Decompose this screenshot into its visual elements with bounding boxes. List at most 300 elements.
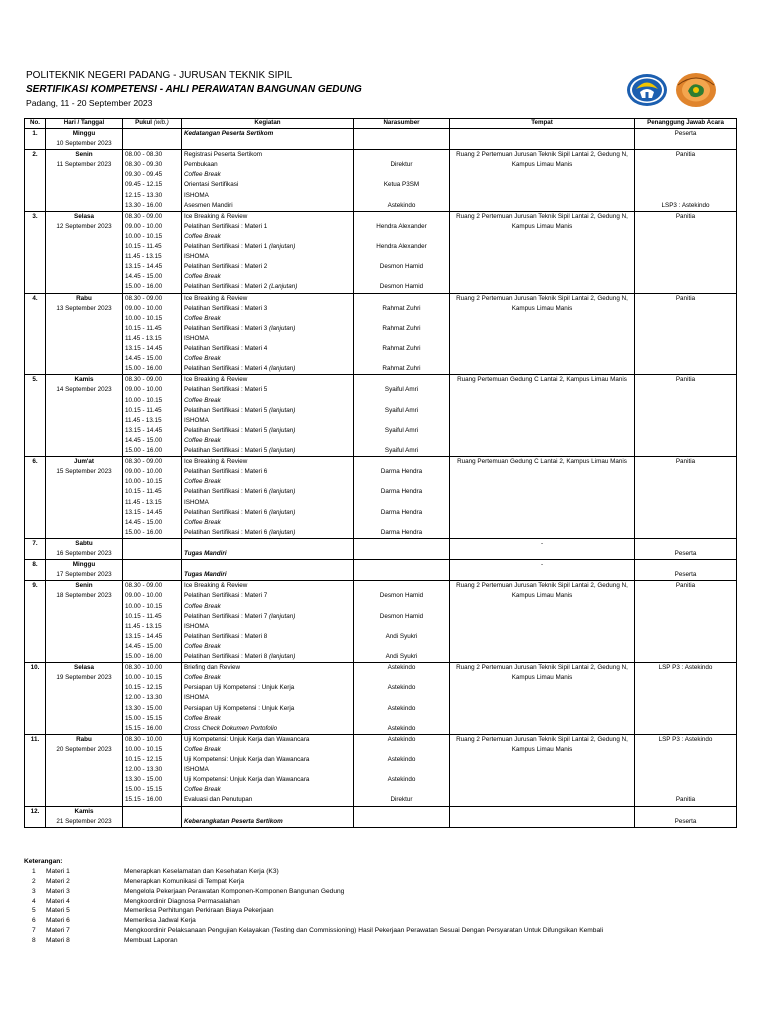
row-place: Ruang 2 Pertemuan Jurusan Teknik Sipil Lantai 2, Gedung N, Kampus Limau Manis — [450, 581, 635, 663]
time-slot: 13.15 - 14.45 — [125, 508, 163, 516]
time-slot — [125, 129, 179, 139]
row-place: - — [450, 560, 635, 581]
day-date: 10 September 2023 — [56, 140, 112, 148]
time-slot: 09.00 - 10.00 — [125, 592, 163, 600]
note-description: Menerapkan Komunikasi di Tempat Kerja — [124, 877, 245, 885]
day-name: Minggu — [72, 561, 96, 569]
speaker-name — [356, 170, 447, 180]
note-description: Mengelola Pekerjaan Perawatan Komponen-Komponen Bangunan Gedung — [124, 887, 345, 895]
row-pic — [635, 293, 737, 375]
row-pic — [635, 806, 737, 827]
row-place: Ruang Pertemuan Gedung C Lantai 2, Kampus Limau Manis — [450, 375, 635, 457]
activity-item: Ice Breaking & Review — [184, 376, 248, 384]
row-activities — [182, 150, 354, 212]
time-slot: 15.00 - 16.00 — [125, 365, 163, 373]
row-pic — [635, 457, 737, 539]
polytechnic-logo — [675, 72, 717, 108]
row-pic — [635, 734, 737, 806]
column-header-speaker: Narasumber — [354, 119, 450, 129]
activity-text: Pelatihan Sertifikasi : Materi 6 — [184, 488, 268, 496]
activity-item — [184, 539, 351, 549]
row-day-date — [46, 663, 123, 735]
time-slot: 08.30 - 09.00 — [125, 458, 163, 466]
time-slot: 10.00 - 10.15 — [125, 396, 163, 404]
time-slot: 12.00 - 13.30 — [125, 694, 163, 702]
activity-item: Ice Breaking & Review — [184, 212, 248, 220]
activity-item — [184, 612, 351, 622]
speaker-name — [356, 457, 447, 467]
activity-item: Coffee Break — [184, 436, 221, 444]
time-slot: 08.00 - 08.30 — [125, 151, 163, 159]
activity-item: Coffee Break — [184, 232, 221, 240]
column-header-pic: Penanggung Jawab Acara — [635, 119, 737, 129]
activity-item: Ice Breaking & Review — [184, 294, 248, 302]
day-name: Senin — [75, 582, 93, 590]
activity-item: Coffee Break — [184, 674, 221, 682]
activity-item: ISHOMA — [184, 766, 209, 774]
activity-item: Uji Kompetensi: Unjuk Kerja dan Wawancara — [184, 735, 310, 743]
activity-continued-note: (lanjutan) — [267, 243, 296, 251]
time-slot: 10.00 - 10.15 — [125, 314, 163, 322]
document-place-date: Padang, 11 - 20 September 2023 — [26, 98, 153, 108]
time-slot — [125, 560, 179, 570]
table-row — [25, 734, 737, 806]
row-day-date — [46, 457, 123, 539]
speaker-name: Rahmat Zuhri — [382, 345, 421, 353]
activity-item: Coffee Break — [184, 786, 221, 794]
row-place: Ruang 2 Pertemuan Jurusan Teknik Sipil Lantai 2, Gedung N, Kampus Limau Manis — [450, 734, 635, 806]
time-slot: 13.30 - 16.00 — [125, 201, 163, 209]
note-material: Materi 7 — [46, 927, 70, 935]
activity-item: Pelatihan Sertifikasi : Materi 4 — [184, 345, 268, 353]
row-place — [450, 129, 635, 150]
speaker-name — [356, 294, 447, 304]
row-number: 9. — [25, 581, 46, 663]
speaker-name — [356, 191, 447, 201]
institution-title: POLITEKNIK NEGERI PADANG - JURUSAN TEKNIK SIPIL — [26, 70, 293, 81]
activity-item: ISHOMA — [184, 191, 209, 199]
activity-text: Pelatihan Sertifikasi : Materi 1 — [184, 243, 268, 251]
activity-item: Persiapan Uji Kompetensi : Unjuk Kerja — [184, 684, 295, 692]
time-slot — [125, 549, 179, 559]
activity-item: Cross Check Dokumen Portofolio — [184, 724, 278, 732]
day-name: Kamis — [74, 807, 94, 815]
speaker-name — [356, 622, 447, 632]
row-times — [123, 734, 182, 806]
table-header-row — [25, 119, 737, 129]
row-speakers — [354, 375, 450, 457]
activity-item — [184, 560, 351, 570]
pic-top — [637, 560, 734, 570]
row-times — [123, 806, 182, 827]
speaker-name: Astekindo — [387, 201, 416, 209]
time-slot — [125, 817, 179, 827]
document-title: SERTIFIKASI KOMPETENSI - AHLI PERAWATAN BANGUNAN GEDUNG — [26, 84, 362, 95]
activity-item: Coffee Break — [184, 355, 221, 363]
time-slot: 10.15 - 11.45 — [125, 406, 162, 414]
speaker-name — [356, 334, 447, 344]
time-slot: 11.45 - 13.15 — [125, 622, 162, 630]
row-activities — [182, 560, 354, 581]
time-slot: 13.30 - 15.00 — [125, 776, 163, 784]
activity-item: Orientasi Sertifikasi — [184, 181, 239, 189]
row-number: 5. — [25, 375, 46, 457]
activity-item — [184, 426, 351, 436]
row-activities — [182, 293, 354, 375]
row-times — [123, 150, 182, 212]
row-speakers — [354, 293, 450, 375]
pic-container — [637, 129, 734, 139]
speaker-name: Astekindo — [387, 724, 416, 732]
speaker-name — [356, 785, 447, 795]
row-activities — [182, 375, 354, 457]
row-place: Ruang 2 Pertemuan Jurusan Teknik Sipil Lantai 2, Gedung N, Kampus Limau Manis — [450, 663, 635, 735]
speaker-name: Astekindo — [387, 664, 416, 672]
activity-item: Tugas Mandiri — [184, 550, 227, 558]
day-date: 19 September 2023 — [56, 674, 112, 682]
row-pic — [635, 211, 737, 293]
speaker-name: Astekindo — [387, 704, 416, 712]
day-name: Sabtu — [75, 539, 93, 547]
note-material: Materi 6 — [46, 917, 70, 925]
activity-item: Kedatangan Peserta Sertikom — [184, 130, 274, 137]
speaker-name: Hendra Alexander — [376, 243, 427, 251]
row-number: 10. — [25, 663, 46, 735]
day-date: 12 September 2023 — [56, 222, 112, 230]
activity-text: Pelatihan Sertifikasi : Materi 2 — [184, 283, 268, 291]
speaker-name — [356, 539, 447, 549]
pic-container — [637, 807, 734, 827]
note-description: Memeriksa Jadwal Kerja — [124, 917, 196, 925]
note-item — [24, 877, 245, 887]
note-material: Materi 1 — [46, 867, 70, 875]
activity-item: Briefing dan Review — [184, 664, 241, 672]
speaker-name: Astekindo — [387, 776, 416, 784]
note-material: Materi 2 — [46, 877, 70, 885]
note-item — [24, 887, 345, 897]
time-slot: 10.00 - 10.15 — [125, 232, 163, 240]
table-row — [25, 211, 737, 293]
pic-top — [637, 539, 734, 549]
note-item — [24, 926, 604, 936]
row-activities — [182, 538, 354, 559]
row-place: Ruang 2 Pertemuan Jurusan Teknik Sipil Lantai 2, Gedung N, Kampus Limau Manis — [450, 211, 635, 293]
table-row — [25, 538, 737, 559]
activity-continued-note: (lanjutan) — [267, 426, 296, 434]
activity-item: Coffee Break — [184, 642, 221, 650]
speaker-name: Ketua P3SM — [383, 181, 420, 189]
day-name: Minggu — [72, 130, 96, 137]
activity-item: Asesmen Mandiri — [184, 201, 233, 209]
column-header-activity: Kegiatan — [182, 119, 354, 129]
activity-item — [184, 406, 351, 416]
row-activities — [182, 581, 354, 663]
activity-item — [184, 652, 351, 662]
time-slot: 14.45 - 15.00 — [125, 273, 163, 281]
row-times — [123, 211, 182, 293]
pic-top: Panitia — [675, 582, 696, 590]
speaker-name — [356, 396, 447, 406]
time-slot: 11.45 - 13.15 — [125, 253, 162, 261]
time-slot — [125, 570, 179, 580]
time-slot: 10.00 - 10.15 — [125, 745, 163, 753]
note-number: 6 — [32, 917, 36, 925]
row-day-date — [46, 293, 123, 375]
row-day-date — [46, 129, 123, 150]
speaker-name: Syaiful Amri — [384, 386, 419, 394]
row-speakers — [354, 150, 450, 212]
speaker-name — [356, 150, 447, 160]
row-place: Ruang 2 Pertemuan Jurusan Teknik Sipil Lantai 2, Gedung N, Kampus Limau Manis — [450, 150, 635, 212]
time-slot: 10.15 - 11.45 — [125, 243, 162, 251]
activity-item: Tugas Mandiri — [184, 571, 227, 579]
row-pic — [635, 375, 737, 457]
row-activities — [182, 211, 354, 293]
speaker-name: Desmon Hamid — [379, 592, 424, 600]
speaker-name: Darma Hendra — [380, 508, 423, 516]
table-row — [25, 293, 737, 375]
speaker-name: Rahmat Zuhri — [382, 324, 421, 332]
time-slot: 09.00 - 10.00 — [125, 386, 163, 394]
speaker-name — [356, 745, 447, 755]
speaker-name: Syaiful Amri — [384, 447, 419, 455]
activity-item: ISHOMA — [184, 253, 209, 261]
row-times — [123, 129, 182, 150]
table-row — [25, 560, 737, 581]
pic-bottom: Peserta — [674, 817, 697, 825]
time-slot: 15.15 - 16.00 — [125, 724, 163, 732]
pic-top: LSP P3 : Astekindo — [658, 664, 713, 672]
pic-container — [637, 212, 734, 293]
pic-container — [637, 375, 734, 456]
activity-item: Pelatihan Sertifikasi : Materi 5 — [184, 386, 268, 394]
day-name: Selasa — [74, 212, 94, 220]
time-slot: 09.30 - 09.45 — [125, 171, 163, 179]
speaker-name: Astekindo — [387, 684, 416, 692]
time-slot: 10.15 - 12.15 — [125, 756, 163, 764]
speaker-name: Astekindo — [387, 735, 416, 743]
row-activities — [182, 734, 354, 806]
note-item — [24, 867, 279, 877]
note-description: Memeriksa Perhitungan Perkiraan Biaya Pekerjaan — [124, 907, 274, 915]
row-pic — [635, 129, 737, 150]
pic-top — [637, 807, 734, 817]
speaker-name: Syaiful Amri — [384, 426, 419, 434]
row-day-date — [46, 581, 123, 663]
pic-container — [637, 735, 734, 806]
column-header-no: No. — [25, 119, 46, 129]
row-speakers — [354, 457, 450, 539]
activity-item: Evaluasi dan Penutupan — [184, 796, 253, 804]
time-slot: 15.00 - 15.15 — [125, 714, 163, 722]
row-activities — [182, 129, 354, 150]
day-date: 18 September 2023 — [56, 592, 112, 600]
row-speakers — [354, 581, 450, 663]
activity-item: Persiapan Uji Kompetensi : Unjuk Kerja — [184, 704, 295, 712]
time-slot: 11.45 - 13.15 — [125, 498, 162, 506]
time-slot: 13.15 - 14.45 — [125, 345, 163, 353]
note-description: Membuat Laporan — [124, 937, 178, 945]
table-row — [25, 806, 737, 827]
speaker-name: Direktur — [390, 796, 413, 804]
activity-item — [184, 364, 351, 374]
pic-top: Panitia — [675, 376, 696, 384]
row-times — [123, 375, 182, 457]
speaker-name — [356, 570, 447, 580]
row-pic — [635, 538, 737, 559]
activity-item: Ice Breaking & Review — [184, 458, 248, 466]
pic-bottom: Peserta — [674, 550, 697, 558]
pic-bottom — [637, 528, 734, 538]
speaker-name — [356, 477, 447, 487]
note-number: 5 — [32, 907, 36, 915]
table-row — [25, 150, 737, 212]
activity-item — [184, 324, 351, 334]
table-row — [25, 457, 737, 539]
time-slot: 15.00 - 16.00 — [125, 283, 163, 291]
row-activities — [182, 663, 354, 735]
activity-text: Pelatihan Sertifikasi : Materi 7 — [184, 612, 268, 620]
activity-item: Pelatihan Sertifikasi : Materi 2 — [184, 263, 268, 271]
time-slot: 08.30 - 09.30 — [125, 161, 163, 169]
speaker-name — [356, 807, 447, 817]
row-number: 2. — [25, 150, 46, 212]
activity-item: Coffee Break — [184, 478, 221, 486]
row-number: 6. — [25, 457, 46, 539]
table-row — [25, 375, 737, 457]
pic-top: LSP P3 : Astekindo — [658, 735, 713, 743]
row-number: 4. — [25, 293, 46, 375]
speaker-name: Syaiful Amri — [384, 406, 419, 414]
activity-continued-note: (Lanjutan) — [267, 283, 298, 291]
row-times — [123, 560, 182, 581]
pic-bottom — [637, 652, 734, 662]
row-number: 3. — [25, 211, 46, 293]
column-header-place: Tempat — [450, 119, 635, 129]
time-slot: 08.30 - 09.00 — [125, 294, 163, 302]
note-item — [24, 897, 240, 907]
time-slot: 13.15 - 14.45 — [125, 263, 163, 271]
activity-item: Coffee Break — [184, 745, 221, 753]
row-pic — [635, 560, 737, 581]
row-times — [123, 457, 182, 539]
row-number: 11. — [25, 734, 46, 806]
activity-text: Pelatihan Sertifikasi : Materi 6 — [184, 528, 268, 536]
activity-item: Ice Breaking & Review — [184, 582, 248, 590]
speaker-name: Andi Syukri — [385, 632, 418, 640]
time-slot: 15.00 - 16.00 — [125, 447, 163, 455]
pic-bottom: Panitia — [675, 796, 696, 804]
speaker-name — [356, 693, 447, 703]
note-number: 2 — [32, 877, 36, 885]
row-number: 1. — [25, 129, 46, 150]
activity-item — [184, 282, 351, 292]
note-number: 4 — [32, 897, 36, 905]
speaker-name: Desmon Hamid — [379, 283, 424, 291]
activity-text: Pelatihan Sertifikasi : Materi 4 — [184, 365, 268, 373]
activity-text: Pelatihan Sertifikasi : Materi 6 — [184, 508, 268, 516]
activity-item: ISHOMA — [184, 694, 209, 702]
row-day-date — [46, 560, 123, 581]
note-description: Menerapkan Keselamatan dan Kesehatan Kerja (K3) — [124, 867, 279, 875]
table-row — [25, 663, 737, 735]
time-slot: 10.00 - 10.15 — [125, 674, 163, 682]
day-date: 20 September 2023 — [56, 745, 112, 753]
speaker-name: Desmon Hamid — [379, 263, 424, 271]
speaker-name — [356, 375, 447, 385]
day-date: 16 September 2023 — [56, 550, 112, 558]
speaker-name — [356, 129, 447, 139]
pic-top: Panitia — [675, 294, 696, 302]
row-place: - — [450, 538, 635, 559]
activity-text: Pelatihan Sertifikasi : Materi 5 — [184, 447, 268, 455]
activity-item: Pelatihan Sertifikasi : Materi 3 — [184, 304, 268, 312]
activity-item — [184, 242, 351, 252]
day-name: Rabu — [76, 294, 92, 302]
activity-item: ISHOMA — [184, 416, 209, 424]
activity-continued-note: (lanjutan) — [267, 528, 296, 536]
activity-text: Pelatihan Sertifikasi : Materi 5 — [184, 426, 268, 434]
note-description: Mengkoordinir Diagnosa Permasalahan — [124, 897, 240, 905]
row-times — [123, 293, 182, 375]
activity-item: Coffee Break — [184, 714, 221, 722]
pic-bottom: LSP3 : Astekindo — [661, 201, 710, 209]
activity-item: ISHOMA — [184, 498, 209, 506]
pic-container — [637, 539, 734, 559]
pic-top: Panitia — [675, 212, 696, 220]
activity-continued-note: (lanjutan) — [267, 488, 296, 496]
speaker-name — [356, 212, 447, 222]
day-name: Senin — [75, 151, 93, 159]
row-place: Ruang Pertemuan Gedung C Lantai 2, Kampus Limau Manis — [450, 457, 635, 539]
pic-top: Panitia — [675, 458, 696, 466]
time-slot: 08.30 - 10.00 — [125, 735, 163, 743]
row-speakers — [354, 560, 450, 581]
row-place — [450, 806, 635, 827]
speaker-name — [356, 314, 447, 324]
row-day-date — [46, 211, 123, 293]
time-slot: 11.45 - 13.15 — [125, 334, 162, 342]
speaker-name — [356, 416, 447, 426]
row-pic — [635, 581, 737, 663]
pic-container — [637, 457, 734, 538]
speaker-name — [356, 354, 447, 364]
speaker-name — [356, 518, 447, 528]
row-number: 8. — [25, 560, 46, 581]
row-speakers — [354, 129, 450, 150]
row-number: 7. — [25, 538, 46, 559]
activity-item: Coffee Break — [184, 602, 221, 610]
speaker-name: Direktur — [390, 161, 413, 169]
tut-wuri-handayani-logo — [626, 72, 668, 108]
row-day-date — [46, 538, 123, 559]
row-day-date — [46, 150, 123, 212]
speaker-name: Desmon Hamid — [379, 612, 424, 620]
day-name: Selasa — [74, 664, 94, 672]
activity-item: ISHOMA — [184, 334, 209, 342]
activity-item: Pembukaan — [184, 161, 218, 169]
note-item — [24, 916, 196, 926]
note-material: Materi 4 — [46, 897, 70, 905]
speaker-name — [356, 549, 447, 559]
speaker-name: Rahmat Zuhri — [382, 365, 421, 373]
speaker-name — [356, 560, 447, 570]
time-slot — [125, 539, 179, 549]
row-pic — [635, 150, 737, 212]
pic-bottom — [637, 129, 734, 139]
activity-item: Coffee Break — [184, 396, 221, 404]
note-material: Materi 3 — [46, 887, 70, 895]
